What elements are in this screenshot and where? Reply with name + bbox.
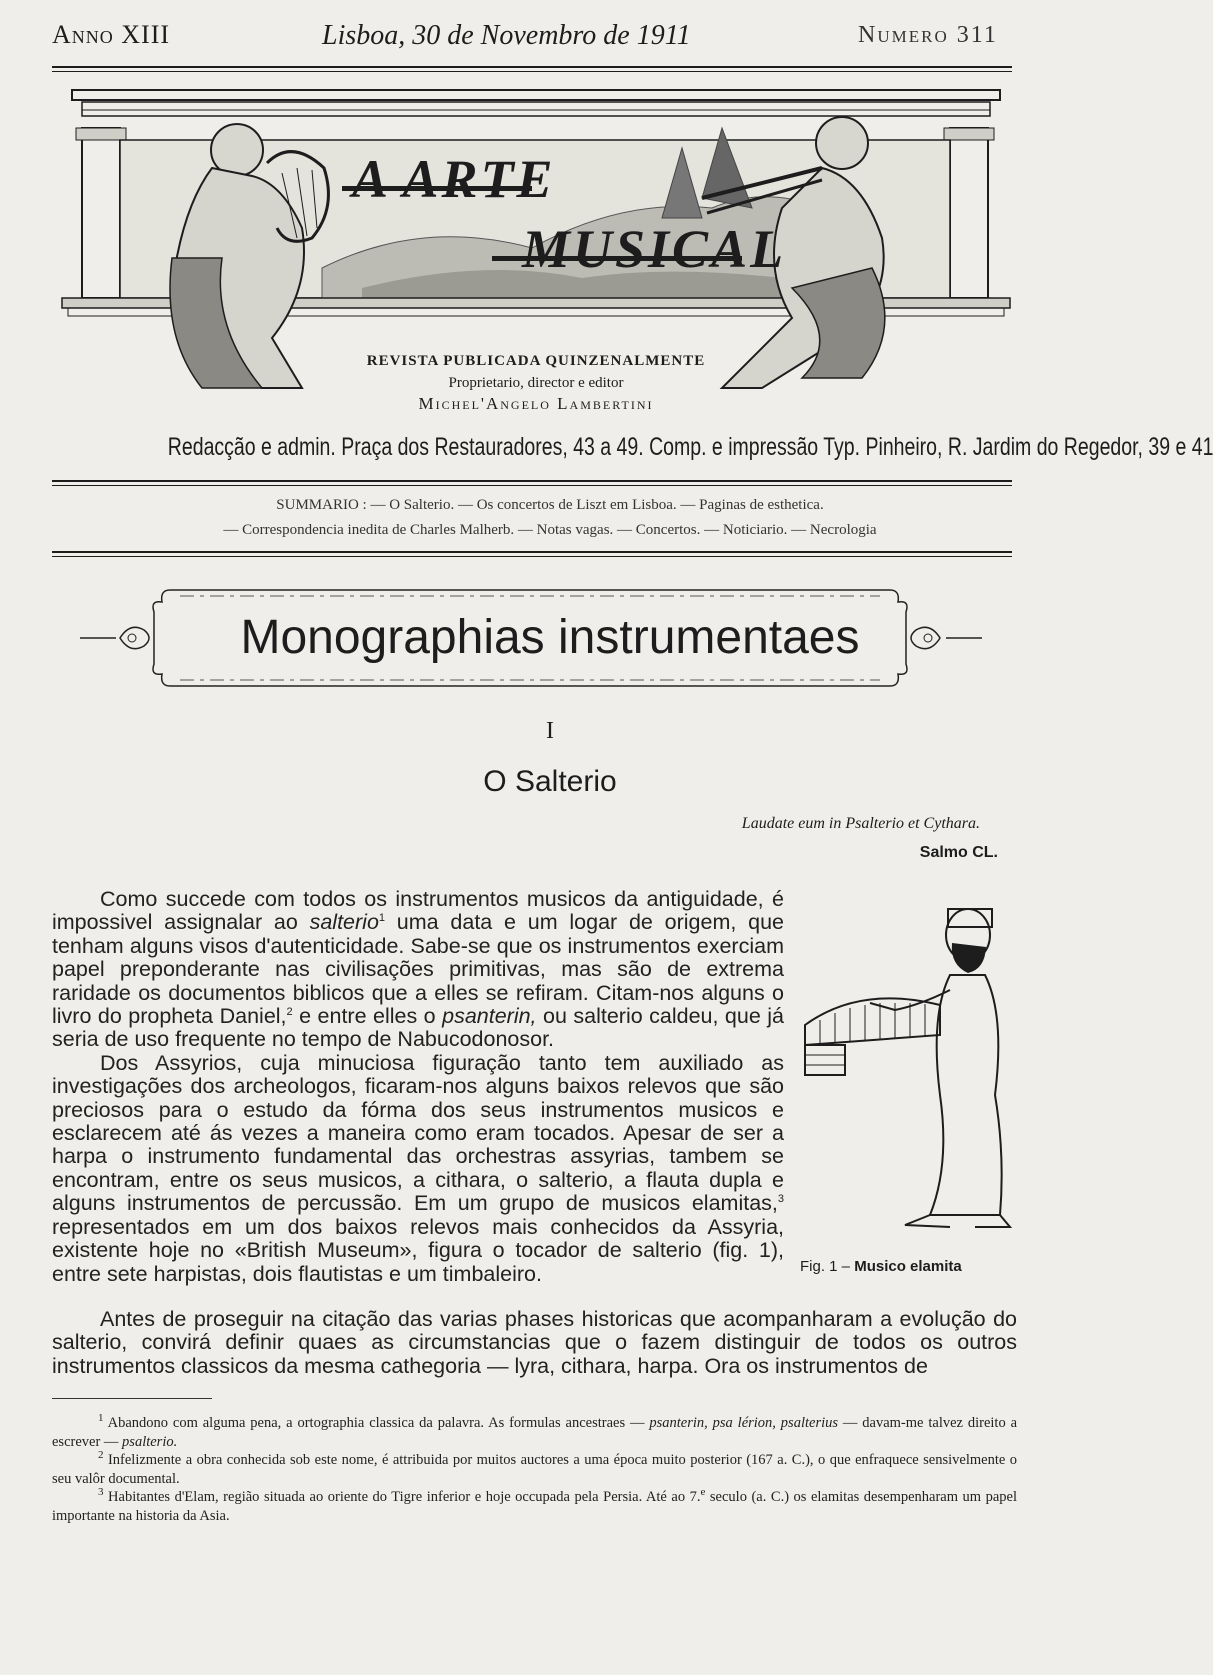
- masthead-title-line1: A ARTE: [352, 149, 556, 209]
- paragraph-2: Dos Assyrios, cuja minuciosa figuração tanto tem auxiliado as investigações dos archeologos, ficaram-nos alguns baixos relevos que são preciosos para o estudo da fórma dos seus instrumentos musicos e esclarecem até ás vezes a maneira como eram tocados. Apesar de ser a harpa o instrumento fundamental das orchestras assyrias, tambem se encontram, entre os seus musicos, a cithara, o salterio, a flauta dupla e alguns instrumentos de percussão. Em um grupo de musicos elamitas,$^3$ representados em um dos baixos relevos mais conhecidos da Assyria, existente hoje no «British Museum», figura o tocador de salterio (fig. 1), entre sete harpistas, dois flautistas e um timbaleiro.: [52, 1050, 784, 1286]
- header-rule-thin: [52, 71, 1012, 72]
- footnote-rule: [52, 1398, 212, 1399]
- masthead: [62, 88, 1010, 418]
- section-number: I: [546, 718, 554, 744]
- paragraph-3: Antes de proseguir na citação das varias phases historicas que acompanharam a evolução do salterio, convirá definir quaes as circumstancias que o fazem distinguir de todos os outros instrumentos classicos da mesma cathegoria — lyra, cithara, harpa. Ora os instrumentos de: [52, 1307, 1017, 1378]
- summary-rule-top-thin: [52, 485, 1012, 486]
- issue-date: Lisboa, 30 de Novembro de 1911: [322, 20, 691, 51]
- footnote-1: $^1$ Abandono com alguma pena, a ortographia classica da palavra. As formulas ancestraes — psanterin, psa lérion, psalterius — davam-me talvez direito a escrever — psalterio.: [52, 1412, 1018, 1450]
- figure-caption: Fig. 1 – Musico elamita: [800, 1258, 962, 1275]
- paragraph-1: Como succede com todos os instrumentos musicos da antiguidade, é impossivel assignalar ao salterio$^1$ uma data e um logar de origem, que tenham alguns visos d'autenticidade. Sabe-se que os instrumentos exerciam papel preponderante nas civilisações primitivas, mas são de extrema raridade os documentos biblicos que a elles se refiram. Citam-nos alguns o livro do propheta Daniel,$^2$ e entre elles o psanterin, ou salterio caldeu, que já seria de uso frequente no tempo de Nabucodonosor.: [52, 887, 784, 1052]
- series-title: Monographias instrumentaes: [240, 611, 860, 664]
- masthead-subtitle: REVISTA PUBLICADA QUINZENALMENTE: [366, 353, 706, 369]
- footnotes: [52, 1414, 1017, 1525]
- issue-year: Anno XIII: [52, 20, 171, 49]
- header-rule: [52, 66, 1012, 68]
- footnote-3: $^3$ Habitantes d'Elam, região situada ao oriente do Tigre inferior e hoje occupada pela Persia. Até ao 7.$^e$ seculo (a. C.) os elamitas desempenharam um papel importante na historia da Asia.: [52, 1486, 1018, 1524]
- summary-rule-bottom: [52, 551, 1012, 553]
- masthead-proprietor-label: Proprietario, director e editor: [448, 375, 624, 391]
- summary-line2: — Correspondencia inedita de Charles Malherb. — Notas vagas. — Concertos. — Noticiario. — Necrologia: [223, 522, 877, 538]
- article-body-wide: [52, 1308, 1017, 1378]
- summary-rule-bottom-thin: [52, 556, 1012, 557]
- issue-number: Numero 311: [858, 22, 998, 48]
- article-body-narrow: [52, 888, 784, 1286]
- masthead-editor-name: Michel'Angelo Lambertini: [418, 394, 654, 413]
- epigraph-source: Salmo CL.: [919, 844, 998, 861]
- epigraph: Laudate eum in Psalterio et Cythara.: [741, 815, 980, 832]
- masthead-title-line2: MUSICAL: [522, 219, 787, 279]
- summary-rule-top: [52, 480, 1012, 482]
- summary-line1: SUMMARIO : — O Salterio. — Os concertos de Liszt em Lisboa. — Paginas de esthetica.: [276, 497, 824, 513]
- address-line: Redacção e admin. Praça dos Restauradores, 43 a 49. Comp. e impressão Typ. Pinheiro, R. Jardim do Regedor, 39 e 41: [167, 433, 1213, 461]
- footnote-2: $^2$ Infelizmente a obra conhecida sob este nome, é attribuida por muitos auctores a uma época muito posterior (167 a. C.), o que enfraquece sensivelmente o seu valôr documental.: [52, 1449, 1017, 1487]
- section-title: O Salterio: [483, 765, 617, 798]
- figure-elamite-musician: [800, 895, 1015, 1237]
